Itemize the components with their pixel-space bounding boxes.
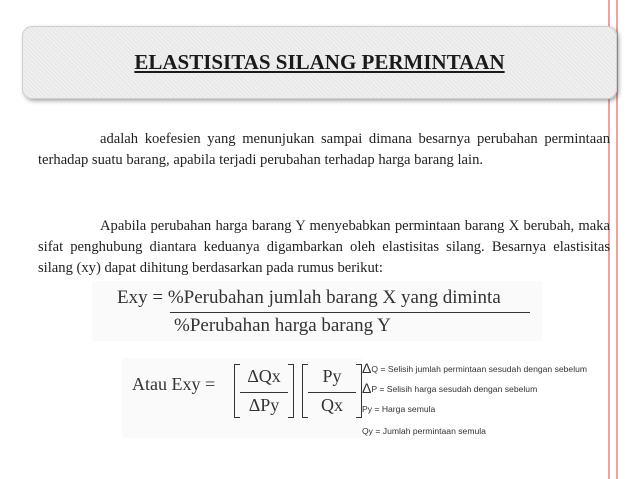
paragraph-definition-text: adalah koefesien yang menunjukan sampai dimana besarnya perubahan permintaan terhadap suatu barang, apabila terjadi perubahan terhadap harga barang lain. — [38, 131, 610, 168]
paragraph-definition — [38, 129, 610, 171]
fraction-denominator: ΔPy — [248, 395, 280, 415]
fraction-numerator: ΔQx — [247, 366, 281, 386]
fraction-line — [170, 312, 530, 313]
formula-exy-alternate — [122, 358, 362, 438]
legend-dp-text: P = Selisih harga sesudah dengan sebelum — [371, 384, 538, 394]
delta-icon: Δ — [362, 360, 372, 376]
legend-qy: Qy = Jumlah permintaan semula — [362, 426, 486, 436]
legend-py: Py = Harga semula — [362, 404, 436, 414]
legend-dq-text: Q = Selisih jumlah permintaan sesudah dengan sebelum — [371, 364, 588, 374]
fraction-py-qx — [308, 366, 356, 416]
formula-alt-lhs: Atau Exy = — [132, 374, 216, 394]
fraction-line — [240, 392, 288, 393]
fraction-numerator: Py — [322, 366, 342, 386]
slide-title: ELASTISITAS SILANG PERMINTAAN — [134, 50, 505, 74]
formula-legend — [362, 356, 638, 446]
delta-icon: Δ — [362, 380, 372, 396]
bracket-right — [288, 364, 294, 418]
formula-exy-denominator: %Perubahan harga barang Y — [174, 315, 391, 336]
title-banner — [22, 26, 617, 99]
formula-exy-numerator: Exy = %Perubahan jumlah barang X yang diminta — [117, 287, 501, 308]
fraction-denominator: Qx — [321, 395, 343, 415]
fraction-dq-dp — [240, 366, 288, 416]
fraction-line — [308, 392, 356, 393]
legend-dp — [362, 380, 537, 396]
formula-exy — [92, 281, 542, 341]
paragraph-explanation-text: Apabila perubahan harga barang Y menyebabkan permintaan barang X berubah, maka sifat penghubung diantara keduanya digambarkan oleh elastisitas silang. Besarnya elastisitas silang (xy) dapat dihitung berdasarkan pada rumus berikut: — [38, 218, 610, 276]
paragraph-explanation — [38, 216, 610, 279]
legend-dq — [362, 360, 587, 376]
